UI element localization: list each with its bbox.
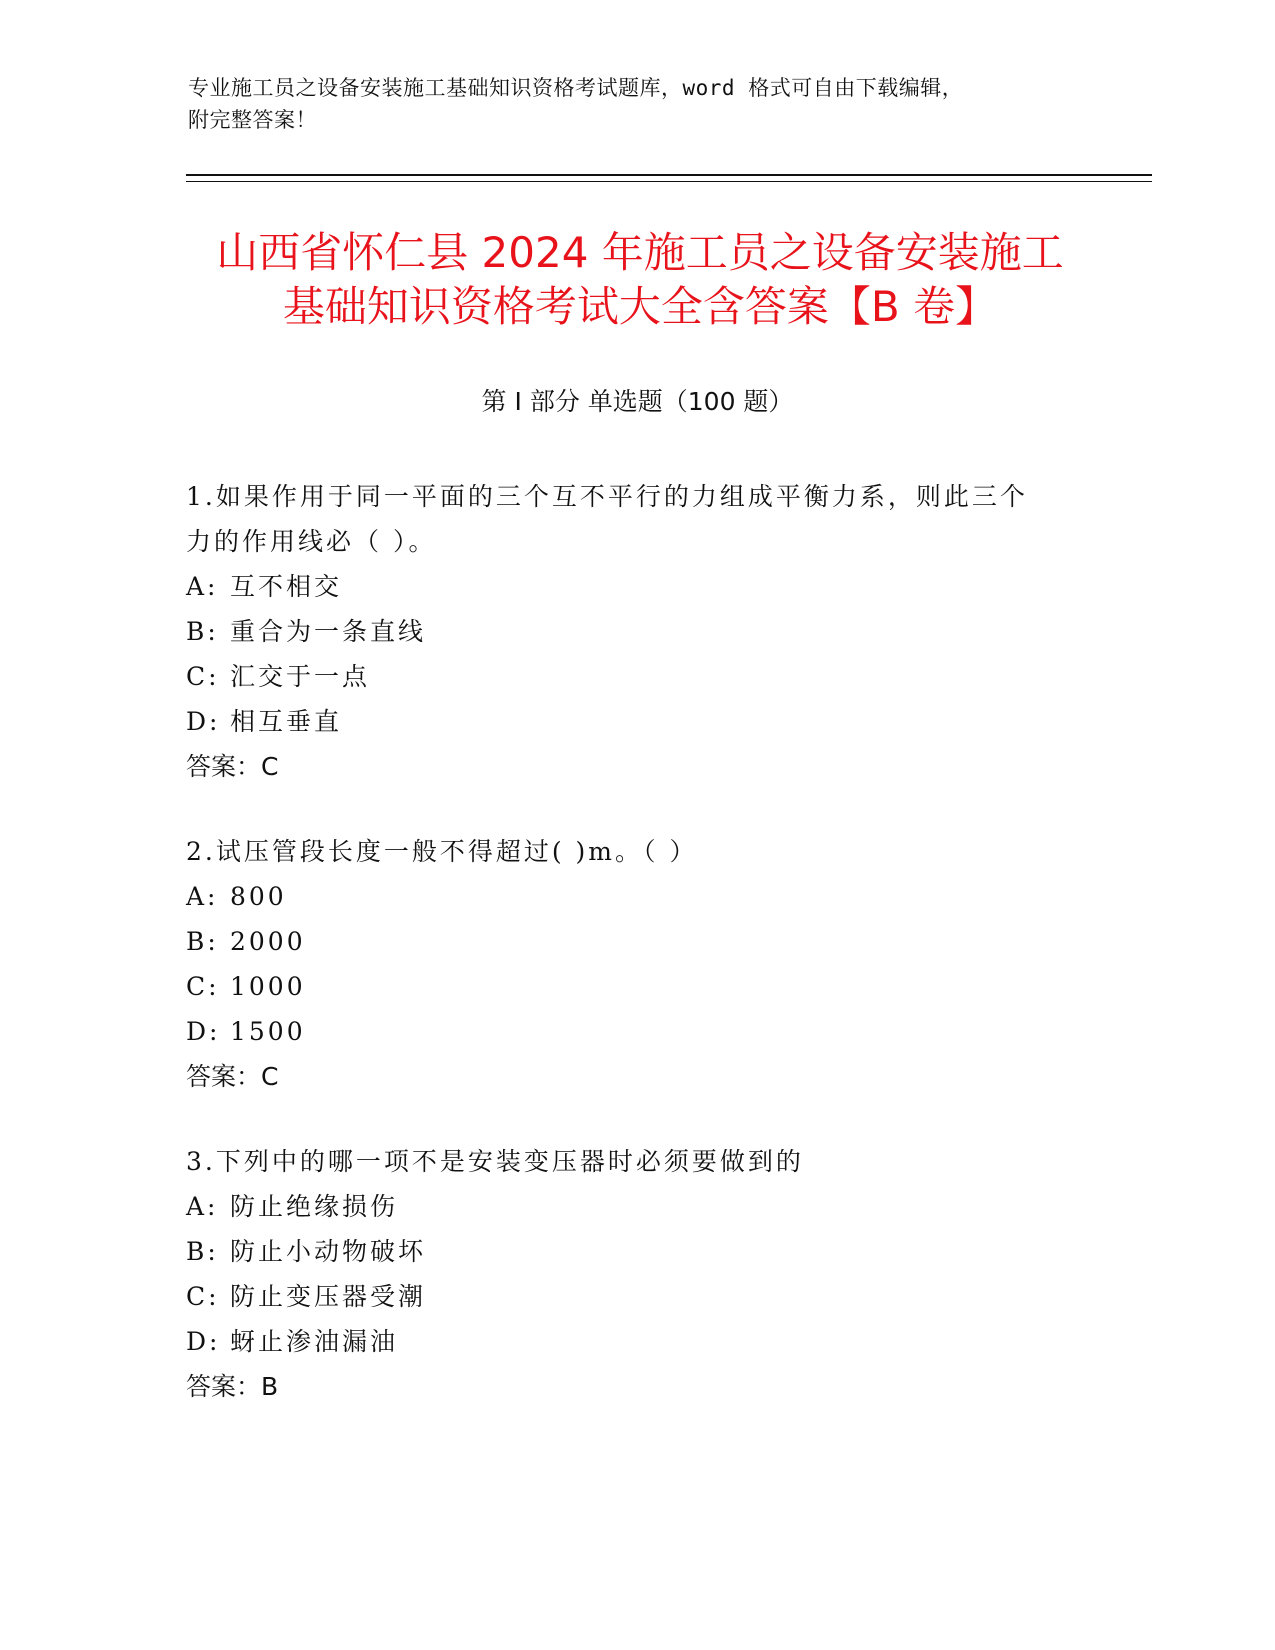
option-text: 相互垂直 (230, 707, 343, 736)
question-stem (186, 829, 1066, 874)
question-item (186, 474, 1086, 789)
option-c (186, 1274, 1086, 1319)
question-stem-line: 力的作用线必（ ）。 (186, 527, 437, 556)
option-key: B: (186, 1237, 219, 1266)
answer-line: 答案：C (186, 752, 279, 781)
question-stem-line: 3.下列中的哪一项不是安装变压器时必须要做到的 (186, 1147, 804, 1176)
header-rule-thick (186, 174, 1152, 176)
option-d (186, 1319, 1086, 1364)
option-text: 800 (230, 882, 287, 911)
answer-line: 答案：C (186, 1062, 279, 1091)
option-text: 互不相交 (230, 572, 343, 601)
option-text: 防止变压器受潮 (230, 1282, 427, 1311)
question-stem (186, 1139, 1066, 1184)
option-c (186, 964, 1086, 1009)
option-key: A: (186, 1192, 219, 1221)
option-b (186, 919, 1086, 964)
option-key: C: (186, 1282, 220, 1311)
option-a (186, 1184, 1086, 1229)
question-stem-line: 2.试压管段长度一般不得超过( )m。（ ） (186, 837, 698, 866)
document-title (160, 226, 1120, 334)
option-key: A: (186, 882, 219, 911)
section-title: 第 I 部分 单选题（100 题） (481, 387, 794, 416)
option-text: 蚜止渗油漏油 (230, 1327, 399, 1356)
question-stem (186, 474, 1066, 564)
option-key: A: (186, 572, 219, 601)
option-key: B: (186, 927, 219, 956)
option-b (186, 609, 1086, 654)
document-title-line-1: 山西省怀仁县 2024 年施工员之设备安装施工 (216, 228, 1064, 277)
option-key: C: (186, 972, 220, 1001)
option-b (186, 1229, 1086, 1274)
option-a (186, 874, 1086, 919)
option-text: 重合为一条直线 (230, 617, 427, 646)
option-text: 1500 (230, 1017, 306, 1046)
header-note-line-1: 专业施工员之设备安装施工基础知识资格考试题库，word 格式可自由下载编辑， (188, 76, 964, 100)
document-title-line-2: 基础知识资格考试大全含答案【B 卷】 (282, 282, 998, 331)
option-key: D: (186, 707, 221, 736)
option-text: 防止小动物破坏 (230, 1237, 427, 1266)
question-item (186, 829, 1086, 1099)
question-stem-line: 1.如果作用于同一平面的三个互不平行的力组成平衡力系，则此三个 (186, 482, 1028, 511)
option-text: 1000 (230, 972, 306, 1001)
question-item (186, 1139, 1086, 1409)
option-key: D: (186, 1327, 221, 1356)
option-d (186, 699, 1086, 744)
option-c (186, 654, 1086, 699)
header-rule-thin (186, 181, 1152, 182)
option-text: 防止绝缘损伤 (230, 1192, 399, 1221)
option-key: C: (186, 662, 220, 691)
question-list (186, 474, 1086, 1449)
header-note (188, 72, 1068, 136)
option-key: D: (186, 1017, 221, 1046)
option-d (186, 1009, 1086, 1054)
option-text: 2000 (230, 927, 306, 956)
option-key: B: (186, 617, 219, 646)
answer-line: 答案：B (186, 1372, 279, 1401)
header-note-line-2: 附完整答案！ (188, 108, 317, 132)
option-text: 汇交于一点 (230, 662, 371, 691)
option-a (186, 564, 1086, 609)
